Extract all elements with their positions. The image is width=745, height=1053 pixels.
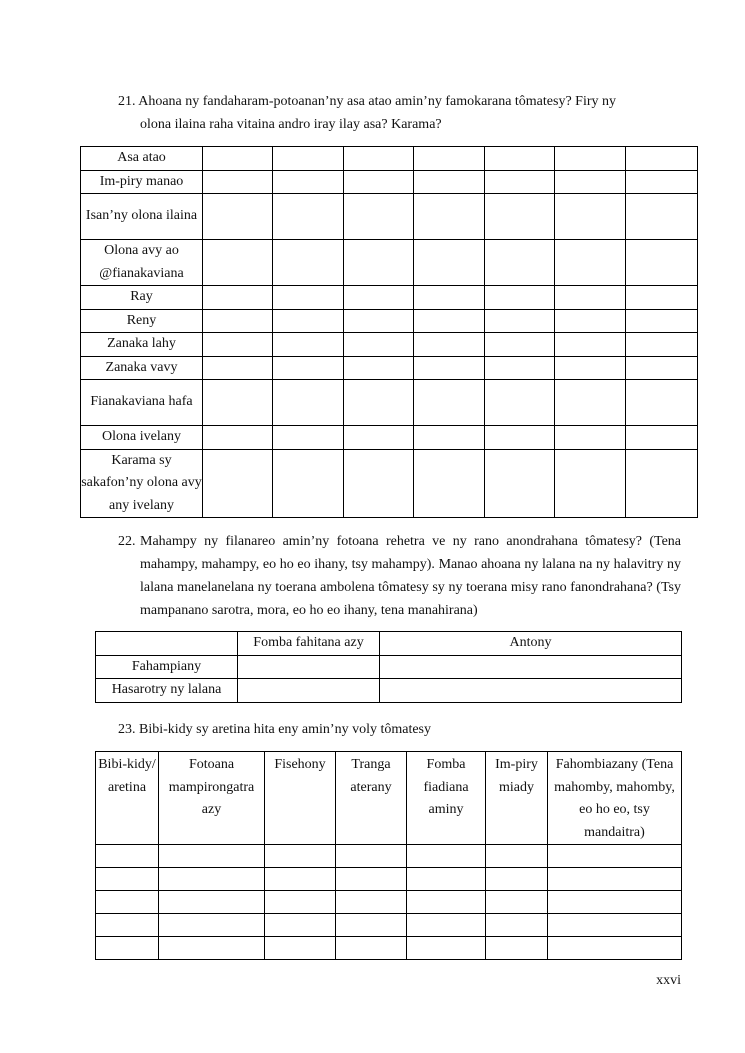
header-cell: Tranga aterany: [336, 752, 407, 845]
row-label: Fahampiany: [96, 655, 238, 679]
table-row: [81, 194, 698, 240]
answer-cell[interactable]: [555, 356, 626, 380]
answer-cell[interactable]: [555, 380, 626, 426]
answer-cell[interactable]: [344, 240, 414, 286]
header-cell: Fomba fahitana azy: [238, 632, 380, 656]
answer-cell[interactable]: [414, 240, 485, 286]
answer-cell[interactable]: [485, 240, 555, 286]
row-label: Im-piry manao: [81, 170, 203, 194]
answer-cell[interactable]: [414, 380, 485, 426]
answer-cell[interactable]: [485, 449, 555, 518]
answer-cell[interactable]: [485, 333, 555, 357]
answer-cell[interactable]: [555, 286, 626, 310]
answer-cell[interactable]: [203, 240, 273, 286]
answer-cell[interactable]: [486, 891, 548, 914]
answer-cell[interactable]: [407, 891, 486, 914]
answer-cell[interactable]: [159, 891, 265, 914]
answer-cell[interactable]: [96, 937, 159, 960]
answer-cell[interactable]: [407, 937, 486, 960]
table-row: [96, 914, 682, 937]
answer-cell[interactable]: [555, 170, 626, 194]
table-row: [81, 240, 698, 286]
answer-cell[interactable]: [265, 868, 336, 891]
answer-cell[interactable]: [273, 356, 344, 380]
answer-cell[interactable]: [414, 147, 485, 171]
answer-cell[interactable]: [344, 449, 414, 518]
answer-cell[interactable]: [273, 426, 344, 450]
table-row: [81, 147, 698, 171]
answer-cell[interactable]: [203, 147, 273, 171]
question-number: 22.: [118, 534, 136, 549]
table-row: [96, 655, 682, 679]
row-label: Zanaka lahy: [81, 333, 203, 357]
answer-cell[interactable]: [344, 356, 414, 380]
row-label: Asa atao: [81, 147, 203, 171]
table-row: [81, 286, 698, 310]
answer-cell[interactable]: [414, 309, 485, 333]
answer-cell[interactable]: [486, 914, 548, 937]
header-cell: Fisehony: [265, 752, 336, 845]
answer-cell[interactable]: [380, 655, 682, 679]
answer-cell[interactable]: [265, 937, 336, 960]
answer-cell[interactable]: [626, 170, 698, 194]
question-text: Mahampy ny filanareo amin’ny fotoana rehetra ve ny rano anondrahana tômatesy? (Tena mahampy, mahampy, eo ho eo ihany, tsy mahampy). Manao ahoana ny lalana na ny halavitry ny lalana manelanelana ny toerana ambolena tômatesy sy ny toerana misy rano fanondrahana? (Tsy mampanano sarotra, mora, eo ho eo ihany, tena manahirana): [140, 534, 681, 618]
row-label: Ray: [81, 286, 203, 310]
answer-cell[interactable]: [414, 286, 485, 310]
header-cell: Bibi-kidy/ aretina: [96, 752, 159, 845]
header-cell: [96, 632, 238, 656]
answer-cell[interactable]: [548, 891, 682, 914]
question-21: [118, 90, 688, 136]
answer-cell[interactable]: [548, 937, 682, 960]
answer-cell[interactable]: [485, 286, 555, 310]
answer-cell[interactable]: [159, 937, 265, 960]
answer-cell[interactable]: [273, 147, 344, 171]
answer-cell[interactable]: [414, 449, 485, 518]
answer-cell[interactable]: [626, 194, 698, 240]
answer-cell[interactable]: [273, 380, 344, 426]
table-row: [96, 845, 682, 868]
header-cell: Fomba fiadiana aminy: [407, 752, 486, 845]
answer-cell[interactable]: [159, 914, 265, 937]
table-header-row: [96, 752, 682, 845]
answer-cell[interactable]: [96, 868, 159, 891]
answer-cell[interactable]: [626, 449, 698, 518]
answer-cell[interactable]: [238, 655, 380, 679]
answer-cell[interactable]: [238, 679, 380, 703]
answer-cell[interactable]: [203, 170, 273, 194]
table-row: [81, 380, 698, 426]
answer-cell[interactable]: [414, 170, 485, 194]
table-row: [96, 868, 682, 891]
answer-cell[interactable]: [265, 914, 336, 937]
table-row: [81, 333, 698, 357]
header-cell: Im-piry miady: [486, 752, 548, 845]
answer-cell[interactable]: [273, 333, 344, 357]
answer-cell[interactable]: [407, 845, 486, 868]
answer-cell[interactable]: [273, 194, 344, 240]
answer-cell[interactable]: [344, 380, 414, 426]
answer-cell[interactable]: [159, 845, 265, 868]
answer-cell[interactable]: [344, 333, 414, 357]
answer-cell[interactable]: [159, 868, 265, 891]
pests-diseases-table: [95, 751, 682, 960]
answer-cell[interactable]: [555, 309, 626, 333]
table-row: [81, 309, 698, 333]
answer-cell[interactable]: [336, 845, 407, 868]
question-number: 23.: [118, 722, 136, 737]
row-label: Hasarotry ny lalana: [96, 679, 238, 703]
answer-cell[interactable]: [203, 309, 273, 333]
answer-cell[interactable]: [203, 356, 273, 380]
row-label: Reny: [81, 309, 203, 333]
answer-cell[interactable]: [380, 679, 682, 703]
answer-cell[interactable]: [555, 449, 626, 518]
answer-cell[interactable]: [265, 891, 336, 914]
answer-cell[interactable]: [626, 147, 698, 171]
answer-cell[interactable]: [273, 286, 344, 310]
answer-cell[interactable]: [273, 240, 344, 286]
work-schedule-table: [80, 146, 698, 518]
table-row: [96, 679, 682, 703]
answer-cell[interactable]: [555, 333, 626, 357]
answer-cell[interactable]: [414, 333, 485, 357]
answer-cell[interactable]: [344, 147, 414, 171]
answer-cell[interactable]: [485, 426, 555, 450]
answer-cell[interactable]: [486, 845, 548, 868]
table-row: [96, 891, 682, 914]
answer-cell[interactable]: [414, 426, 485, 450]
answer-cell[interactable]: [203, 194, 273, 240]
row-label: Olona ivelany: [81, 426, 203, 450]
answer-cell[interactable]: [555, 147, 626, 171]
table-header-row: [96, 632, 682, 656]
answer-cell[interactable]: [96, 914, 159, 937]
answer-cell[interactable]: [485, 356, 555, 380]
answer-cell[interactable]: [203, 426, 273, 450]
answer-cell[interactable]: [96, 891, 159, 914]
question-22: [118, 530, 681, 622]
answer-cell[interactable]: [626, 240, 698, 286]
answer-cell[interactable]: [555, 194, 626, 240]
page-number: xxvi: [656, 973, 681, 988]
row-label: Karama sy sakafon’ny olona avy any ivelany: [81, 449, 203, 518]
answer-cell[interactable]: [485, 147, 555, 171]
answer-cell[interactable]: [626, 380, 698, 426]
answer-cell[interactable]: [548, 914, 682, 937]
answer-cell[interactable]: [203, 286, 273, 310]
question-number: 21.: [118, 94, 136, 109]
answer-cell[interactable]: [203, 380, 273, 426]
answer-cell[interactable]: [626, 333, 698, 357]
answer-cell[interactable]: [485, 194, 555, 240]
row-label: Olona avy ao @fianakaviana: [81, 240, 203, 286]
answer-cell[interactable]: [407, 868, 486, 891]
answer-cell[interactable]: [485, 170, 555, 194]
table-row: [81, 449, 698, 518]
answer-cell[interactable]: [486, 868, 548, 891]
answer-cell[interactable]: [344, 426, 414, 450]
answer-cell[interactable]: [548, 845, 682, 868]
answer-cell[interactable]: [548, 868, 682, 891]
answer-cell[interactable]: [485, 309, 555, 333]
question-text: Ahoana ny fandaharam-potoanan’ny asa atao amin’ny famokarana tômatesy? Firy ny: [138, 94, 616, 109]
answer-cell[interactable]: [414, 356, 485, 380]
question-23: [118, 718, 681, 741]
answer-cell[interactable]: [626, 286, 698, 310]
answer-cell[interactable]: [626, 426, 698, 450]
table-row: [81, 356, 698, 380]
header-cell: Antony: [380, 632, 682, 656]
answer-cell[interactable]: [407, 914, 486, 937]
answer-cell[interactable]: [273, 449, 344, 518]
table-row: [81, 170, 698, 194]
answer-cell[interactable]: [203, 333, 273, 357]
answer-cell[interactable]: [273, 309, 344, 333]
answer-cell[interactable]: [344, 194, 414, 240]
answer-cell[interactable]: [265, 845, 336, 868]
irrigation-table: [95, 631, 682, 703]
answer-cell[interactable]: [485, 380, 555, 426]
answer-cell[interactable]: [336, 914, 407, 937]
header-cell: Fahombiazany (Tena mahomby, mahomby, eo ho eo, tsy mandaitra): [548, 752, 682, 845]
table-row: [81, 426, 698, 450]
answer-cell[interactable]: [273, 170, 344, 194]
table-row: [96, 937, 682, 960]
answer-cell[interactable]: [626, 309, 698, 333]
answer-cell[interactable]: [96, 845, 159, 868]
header-cell: Fotoana mampirongatra azy: [159, 752, 265, 845]
answer-cell[interactable]: [344, 286, 414, 310]
answer-cell[interactable]: [555, 240, 626, 286]
answer-cell[interactable]: [344, 309, 414, 333]
row-label: Fianakaviana hafa: [81, 380, 203, 426]
answer-cell[interactable]: [486, 937, 548, 960]
answer-cell[interactable]: [626, 356, 698, 380]
answer-cell[interactable]: [555, 426, 626, 450]
row-label: Isan’ny olona ilaina: [81, 194, 203, 240]
answer-cell[interactable]: [336, 937, 407, 960]
answer-cell[interactable]: [336, 891, 407, 914]
answer-cell[interactable]: [203, 449, 273, 518]
answer-cell[interactable]: [336, 868, 407, 891]
answer-cell[interactable]: [344, 170, 414, 194]
question-text: Bibi-kidy sy aretina hita eny amin’ny voly tômatesy: [139, 722, 431, 737]
answer-cell[interactable]: [414, 194, 485, 240]
question-text-continued: olona ilaina raha vitaina andro iray ilay asa? Karama?: [140, 117, 442, 132]
row-label: Zanaka vavy: [81, 356, 203, 380]
